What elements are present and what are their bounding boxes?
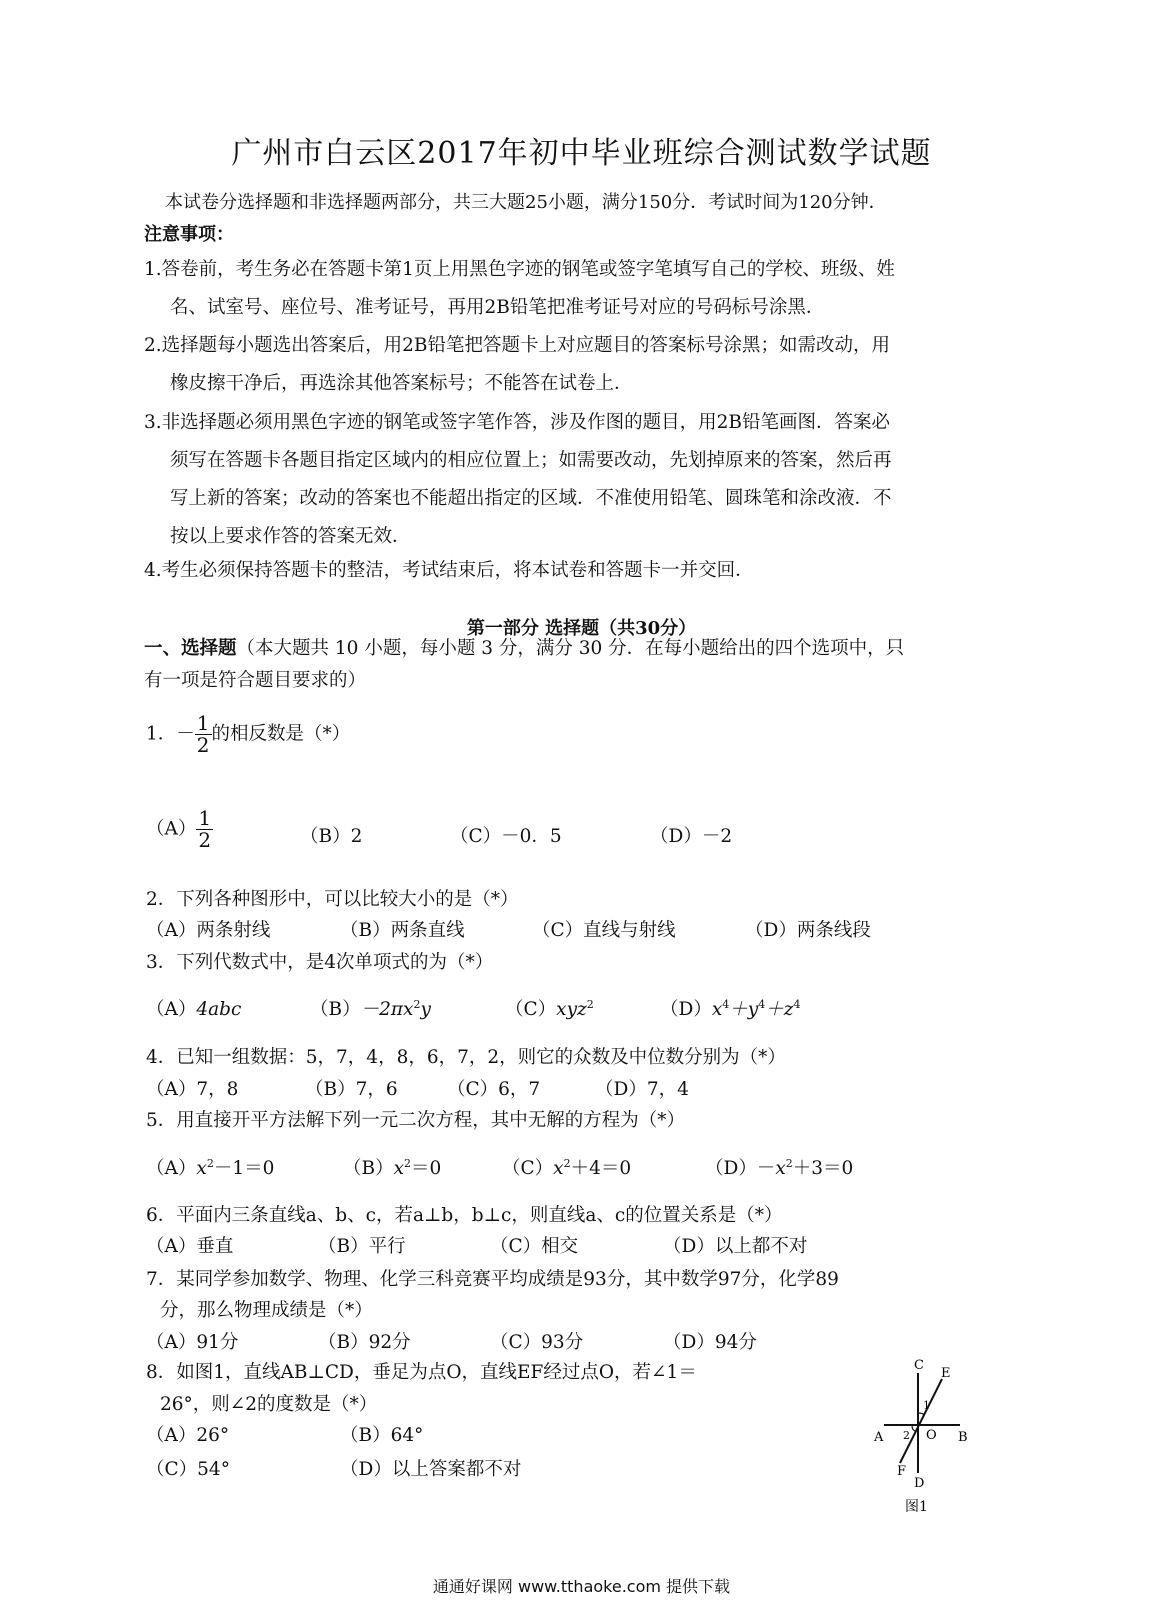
q3-opt-a-label: （A）	[146, 999, 197, 1020]
q6-option-a: （A）垂直	[146, 1236, 234, 1257]
note-3-line-4: 按以上要求作答的答案无效．	[170, 526, 411, 547]
q7-option-a: （A）91分	[146, 1332, 239, 1353]
q3-option-b	[310, 995, 431, 1021]
q3-option-c	[505, 995, 594, 1021]
q5-opt-d-sup: 2	[785, 1156, 793, 1170]
q3-opt-c-label: （C）	[505, 999, 557, 1020]
q3-opt-d-sup-x: 4	[722, 997, 730, 1011]
q6-option-b: （B）平行	[318, 1236, 406, 1257]
q5-opt-d-var: x	[775, 1158, 786, 1179]
q1-frac-den: 2	[196, 733, 210, 757]
q8-option-c: （C）54°	[146, 1459, 230, 1480]
section-desc-1: （本大题共 10 小题，每小题 3 分，满分 30 分．在每小题给出的四个选项中，只	[236, 638, 905, 659]
q5-opt-c-tail: ＋4＝0	[570, 1158, 632, 1179]
section-desc-2: 有一项是符合题目要求的）	[144, 670, 367, 691]
q6-option-d: （D）以上都不对	[663, 1236, 808, 1257]
q4-option-b: （B）7，6	[305, 1079, 398, 1100]
q3-option-a	[146, 995, 241, 1021]
q1-opt-a-den: 2	[198, 828, 212, 852]
intro-text: 本试卷分选择题和非选择题两部分，共三大题25小题，满分150分．考试时间为120分钟．	[165, 192, 887, 213]
q7-option-d: （D）94分	[663, 1332, 757, 1353]
figure-caption: 图1	[905, 1499, 928, 1515]
question-3: 3．下列代数式中，是4次单项式的为（*）	[146, 952, 494, 973]
q5-opt-a-label: （A）	[146, 1158, 197, 1179]
note-1-line-1: 1.答卷前，考生务必在答题卡第1页上用黑色字迹的钢笔或签字笔填写自己的学校、班级、姓	[144, 259, 895, 280]
q5-opt-b-var: x	[393, 1158, 405, 1179]
question-4: 4．已知一组数据：5，7，4，8，6，7，2，则它的众数及中位数分别为（*）	[146, 1047, 786, 1068]
q3-opt-b-expr: －2πx	[360, 999, 414, 1020]
q3-option-d	[660, 995, 800, 1021]
q5-opt-a-sup: 2	[206, 1156, 214, 1170]
label-b: B	[958, 1430, 968, 1445]
q3-opt-a-expr: 4abc	[196, 999, 242, 1020]
q3-opt-b-tail: y	[420, 999, 431, 1020]
q3-opt-c-expr: xyz	[556, 999, 587, 1020]
part-heading: 第一部分 选择题（共30分）	[466, 618, 697, 639]
section-label: 一、选择题	[144, 638, 237, 659]
q5-opt-c-var: x	[553, 1158, 564, 1179]
notice-heading: 注意事项：	[144, 224, 234, 245]
q5-option-b	[343, 1154, 441, 1180]
note-3-line-3: 写上新的答案；改动的答案也不能超出指定的区域．不准使用铅笔、圆珠笔和涂改液．不	[170, 488, 892, 509]
question-5: 5．用直接开平方法解下列一元二次方程，其中无解的方程为（*）	[146, 1110, 686, 1131]
note-3-line-1: 3.非选择题必须用黑色字迹的钢笔或签字笔作答，涉及作图的题目，用2B铅笔画图．答案必	[144, 412, 891, 433]
note-2-line-1: 2.选择题每小题选出答案后，用2B铅笔把答题卡上对应题目的答案标号涂黑；如需改动，用	[144, 335, 891, 356]
q5-option-d	[705, 1154, 853, 1180]
q1-option-b: （B）2	[300, 826, 363, 847]
q5-opt-b-sup: 2	[404, 1156, 412, 1170]
label-a: A	[874, 1430, 884, 1445]
q8-option-a: （A）26°	[146, 1425, 230, 1446]
q1-prefix: 1．－	[146, 723, 195, 745]
page-title: 广州市白云区2017年初中毕业班综合测试数学试题	[231, 136, 932, 171]
figure-1-diagram	[870, 1355, 980, 1520]
q7-option-c: （C）93分	[490, 1332, 584, 1353]
note-1-line-2: 名、试室号、座位号、准考证号，再用2B铅笔把准考证号对应的号码标号涂黑．	[170, 297, 825, 318]
q5-opt-c-label: （C）	[502, 1158, 554, 1179]
q1-opt-a-fraction	[196, 808, 213, 851]
label-angle-1: 1	[923, 1399, 930, 1412]
note-4-line-1: 4.考生必须保持答题卡的整洁，考试结束后，将本试卷和答题卡一并交回．	[144, 560, 754, 581]
footer-text: 通通好课网 www.tthaoke.com 提供下载	[432, 1577, 731, 1596]
q3-opt-d-sup-z: 4	[793, 997, 801, 1011]
q1-opt-a-label: （A）	[146, 818, 197, 840]
label-e: E	[941, 1366, 951, 1381]
q1-opt-a-num: 1	[198, 806, 212, 830]
q2-option-c: （C）直线与射线	[532, 920, 676, 941]
q3-opt-b-sup: 2	[413, 997, 421, 1011]
question-2: 2．下列各种图形中，可以比较大小的是（*）	[146, 889, 519, 910]
q2-option-d: （D）两条线段	[745, 920, 871, 941]
q5-opt-a-tail: －1＝0	[213, 1158, 275, 1179]
q1-option-c: （C）－0．5	[450, 826, 562, 847]
q5-opt-d-tail: ＋3＝0	[792, 1158, 854, 1179]
q5-option-c	[502, 1154, 631, 1180]
q5-opt-c-sup: 2	[563, 1156, 571, 1170]
note-2-line-2: 橡皮擦干净后，再选涂其他答案标号；不能答在试卷上．	[170, 373, 633, 394]
q5-opt-d-label: （D）－	[705, 1158, 776, 1179]
q3-opt-d-sup-y: 4	[758, 997, 766, 1011]
q3-opt-d-x: x	[711, 999, 723, 1020]
label-o: O	[926, 1428, 937, 1443]
q3-opt-d-label: （D）	[660, 999, 712, 1020]
q8-option-d: （D）以上答案都不对	[340, 1459, 522, 1480]
q6-option-c: （C）相交	[490, 1236, 579, 1257]
q1-fraction	[195, 713, 212, 756]
q1-frac-num: 1	[196, 711, 210, 735]
q1-suffix: 的相反数是（*）	[211, 723, 351, 745]
q8-option-b: （B）64°	[340, 1425, 424, 1446]
section-heading-line-1	[144, 634, 904, 660]
label-d: D	[914, 1476, 925, 1491]
q4-option-c: （C）6，7	[447, 1079, 541, 1100]
question-1	[146, 713, 350, 756]
q5-opt-b-tail: ＝0	[411, 1158, 442, 1179]
q5-opt-b-label: （B）	[343, 1158, 394, 1179]
line-ef	[900, 1379, 942, 1463]
note-3-line-2: 须写在答题卡各题目指定区域内的相应位置上；如需要改动，先划掉原来的答案，然后再	[170, 450, 892, 471]
q3-opt-b-label: （B）	[310, 999, 361, 1020]
q7-option-b: （B）92分	[318, 1332, 411, 1353]
question-7-line-2: 分，那么物理成绩是（*）	[160, 1300, 373, 1321]
q5-option-a	[146, 1154, 274, 1180]
question-8-line-1: 8．如图1，直线AB⊥CD，垂足为点O，直线EF经过点O，若∠1＝	[146, 1362, 697, 1383]
label-f: F	[897, 1464, 907, 1479]
question-8-line-2: 26°，则∠2的度数是（*）	[160, 1394, 378, 1415]
label-c: C	[914, 1358, 924, 1373]
q1-option-a	[146, 808, 213, 851]
q4-option-a: （A）7，8	[146, 1079, 239, 1100]
question-7-line-1: 7．某同学参加数学、物理、化学三科竞赛平均成绩是93分，其中数学97分，化学89	[146, 1269, 839, 1290]
q3-opt-d-y: ＋y	[729, 999, 759, 1020]
q3-opt-d-z: ＋z	[765, 999, 794, 1020]
q5-opt-a-var: x	[196, 1158, 207, 1179]
q2-option-a: （A）两条射线	[146, 920, 271, 941]
label-angle-2: 2	[903, 1429, 910, 1442]
q1-option-d: （D）－2	[650, 826, 733, 847]
q4-option-d: （D）7，4	[595, 1079, 689, 1100]
q3-opt-c-sup: 2	[586, 997, 594, 1011]
q2-option-b: （B）两条直线	[340, 920, 465, 941]
question-6: 6．平面内三条直线a、b、c，若a⊥b，b⊥c，则直线a、c的位置关系是（*）	[146, 1205, 783, 1226]
